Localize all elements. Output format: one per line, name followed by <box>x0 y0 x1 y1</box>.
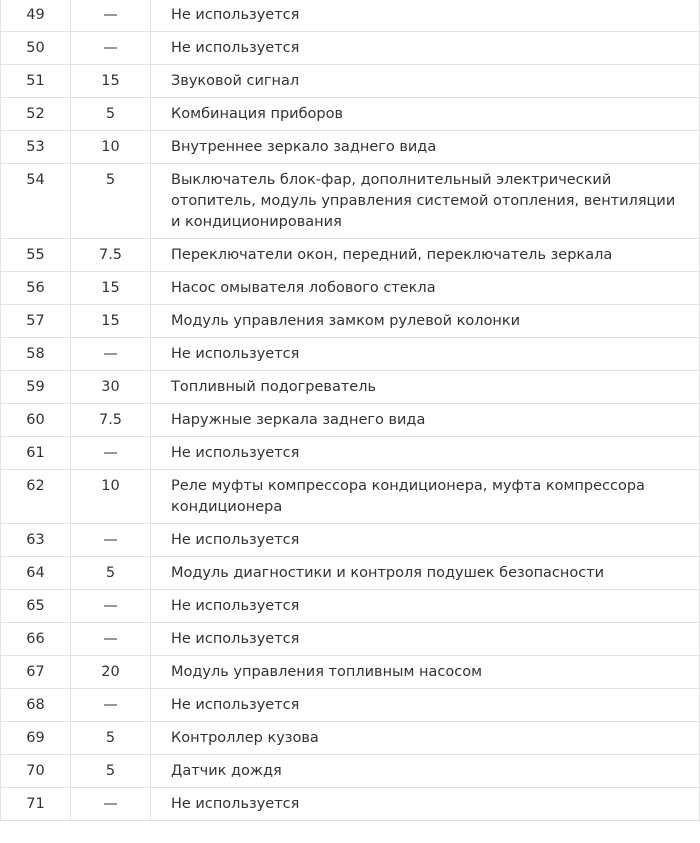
table-row <box>1 305 700 338</box>
fuse-amperage-cell: — <box>71 689 151 722</box>
fuse-number-cell: 59 <box>1 371 71 404</box>
fuse-description-cell: Комбинация приборов <box>151 98 700 131</box>
table-row <box>1 272 700 305</box>
fuse-number-cell: 54 <box>1 164 71 239</box>
fuse-description-cell: Не используется <box>151 32 700 65</box>
fuse-description-cell: Модуль диагностики и контроля подушек безопасности <box>151 557 700 590</box>
fuse-amperage-cell: — <box>71 338 151 371</box>
table-row <box>1 338 700 371</box>
fuse-description-cell: Не используется <box>151 524 700 557</box>
table-row <box>1 239 700 272</box>
fuse-number-cell: 56 <box>1 272 71 305</box>
table-row <box>1 437 700 470</box>
fuse-amperage-cell: — <box>71 590 151 623</box>
fuse-amperage-cell: 5 <box>71 755 151 788</box>
fuse-amperage-cell: — <box>71 437 151 470</box>
fuse-number-cell: 53 <box>1 131 71 164</box>
table-row <box>1 656 700 689</box>
table-row <box>1 0 700 32</box>
fuse-number-cell: 60 <box>1 404 71 437</box>
fuse-description-cell: Не используется <box>151 623 700 656</box>
table-row <box>1 65 700 98</box>
fuse-number-cell: 51 <box>1 65 71 98</box>
table-row <box>1 98 700 131</box>
fuse-description-cell: Насос омывателя лобового стекла <box>151 272 700 305</box>
table-row <box>1 524 700 557</box>
fuse-number-cell: 61 <box>1 437 71 470</box>
fuse-description-cell: Модуль управления топливным насосом <box>151 656 700 689</box>
fuse-description-cell: Не используется <box>151 437 700 470</box>
fuse-amperage-cell: — <box>71 788 151 821</box>
fuse-amperage-cell: 5 <box>71 98 151 131</box>
fuse-number-cell: 64 <box>1 557 71 590</box>
fuse-description-cell: Не используется <box>151 0 700 32</box>
fuse-amperage-cell: — <box>71 623 151 656</box>
fuse-number-cell: 70 <box>1 755 71 788</box>
fuse-amperage-cell: 15 <box>71 272 151 305</box>
fuse-description-cell: Звуковой сигнал <box>151 65 700 98</box>
fuse-number-cell: 49 <box>1 0 71 32</box>
table-row <box>1 788 700 821</box>
fuse-number-cell: 68 <box>1 689 71 722</box>
table-row <box>1 557 700 590</box>
fuse-amperage-cell: 7.5 <box>71 239 151 272</box>
fuse-amperage-cell: 5 <box>71 722 151 755</box>
table-row <box>1 371 700 404</box>
fuse-number-cell: 52 <box>1 98 71 131</box>
fuse-description-cell: Модуль управления замком рулевой колонки <box>151 305 700 338</box>
fuse-amperage-cell: 7.5 <box>71 404 151 437</box>
fuse-description-cell: Переключатели окон, передний, переключатель зеркала <box>151 239 700 272</box>
fuse-description-cell: Датчик дождя <box>151 755 700 788</box>
fuse-number-cell: 50 <box>1 32 71 65</box>
fuse-number-cell: 63 <box>1 524 71 557</box>
fuse-number-cell: 69 <box>1 722 71 755</box>
table-row <box>1 722 700 755</box>
fuse-amperage-cell: 15 <box>71 65 151 98</box>
table-row <box>1 590 700 623</box>
fuse-description-cell: Внутреннее зеркало заднего вида <box>151 131 700 164</box>
fuse-number-cell: 57 <box>1 305 71 338</box>
fuse-description-cell: Наружные зеркала заднего вида <box>151 404 700 437</box>
fuse-amperage-cell: 15 <box>71 305 151 338</box>
fuse-table-body <box>1 0 700 821</box>
fuse-description-cell: Топливный подогреватель <box>151 371 700 404</box>
fuse-number-cell: 55 <box>1 239 71 272</box>
fuse-number-cell: 71 <box>1 788 71 821</box>
fuse-description-cell: Не используется <box>151 590 700 623</box>
fuse-number-cell: 65 <box>1 590 71 623</box>
fuse-amperage-cell: 5 <box>71 557 151 590</box>
fuse-number-cell: 58 <box>1 338 71 371</box>
table-row <box>1 131 700 164</box>
table-row <box>1 404 700 437</box>
table-row <box>1 32 700 65</box>
fuse-amperage-cell: 10 <box>71 470 151 524</box>
table-row <box>1 689 700 722</box>
table-row <box>1 755 700 788</box>
fuse-description-cell: Не используется <box>151 689 700 722</box>
fuse-description-cell: Выключатель блок-фар, дополнительный электрический отопитель, модуль управления системой отопления, вентиляции и кондиционирования <box>151 164 700 239</box>
fuse-amperage-cell: — <box>71 524 151 557</box>
fuse-description-cell: Реле муфты компрессора кондиционера, муфта компрессора кондиционера <box>151 470 700 524</box>
fuse-description-cell: Не используется <box>151 338 700 371</box>
fuse-amperage-cell: — <box>71 0 151 32</box>
table-row <box>1 164 700 239</box>
fuse-number-cell: 66 <box>1 623 71 656</box>
table-row <box>1 470 700 524</box>
table-row <box>1 623 700 656</box>
fuse-number-cell: 67 <box>1 656 71 689</box>
fuse-number-cell: 62 <box>1 470 71 524</box>
fuse-amperage-cell: — <box>71 32 151 65</box>
fuse-amperage-cell: 10 <box>71 131 151 164</box>
fuse-description-cell: Не используется <box>151 788 700 821</box>
fuse-description-cell: Контроллер кузова <box>151 722 700 755</box>
fuse-amperage-cell: 30 <box>71 371 151 404</box>
fuse-amperage-cell: 5 <box>71 164 151 239</box>
fuse-amperage-cell: 20 <box>71 656 151 689</box>
